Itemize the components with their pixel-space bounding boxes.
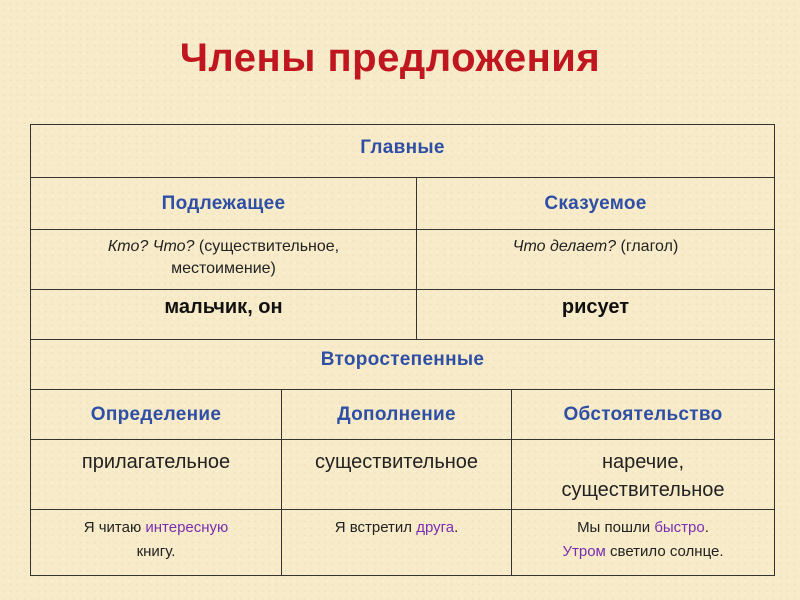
subject-question: Кто? Что? [107, 238, 195, 255]
adverbial-sentence-cell [511, 510, 774, 576]
attribute-header: Определение [90, 404, 222, 425]
object-part-of-speech: существительное [281, 440, 511, 510]
parts-of-speech-row [31, 439, 774, 510]
object-sentence-before: Я встретил [334, 519, 417, 536]
subject-part-of-speech: (существительное, [194, 238, 340, 255]
questions-row [31, 229, 774, 290]
adverbial-header: Обстоятельство [511, 390, 774, 440]
attribute-sentence-before: Я читаю [83, 519, 146, 536]
secondary-columns-row [31, 389, 774, 440]
sentence-members-table [30, 124, 775, 576]
predicate-part-of-speech: (глагол) [616, 238, 679, 255]
object-sentence-cell [281, 510, 511, 576]
attribute-highlight: интересную [145, 519, 229, 536]
main-members-header: Главные [360, 137, 445, 158]
adverbial-sentence2-after: светило солнце. [605, 543, 724, 560]
secondary-members-header-row [31, 339, 774, 390]
main-members-header-row [31, 125, 774, 177]
predicate-example: рисует [416, 290, 774, 340]
predicate-header: Сказуемое [416, 178, 774, 230]
attribute-sentence-after: книгу. [136, 543, 176, 560]
subject-question-cell [31, 230, 416, 290]
sentences-row [31, 509, 774, 576]
adverbial-part-of-speech-1: наречие, [601, 451, 685, 473]
adverbial-sentence1-before: Мы пошли [577, 519, 655, 536]
object-highlight: друга [416, 519, 455, 536]
attribute-part-of-speech: прилагательное [81, 451, 231, 473]
subject-example: мальчик, он [164, 296, 283, 318]
predicate-question-cell [416, 230, 774, 290]
page-title: Члены предложения [179, 36, 601, 80]
subject-header: Подлежащее [161, 193, 286, 214]
adverbial-part-of-speech-2: существительное [561, 479, 725, 501]
object-sentence-after: . [454, 519, 459, 536]
adverbial-highlight-1: быстро [654, 519, 705, 536]
examples-row [31, 289, 774, 340]
subject-part-of-speech-2: местоимение) [171, 260, 276, 277]
adverbial-highlight-2: Утром [562, 543, 606, 560]
predicate-question: Что делает? [512, 238, 617, 255]
adverbial-part-of-speech-cell [511, 440, 774, 510]
main-columns-row [31, 177, 774, 230]
adverbial-sentence1-after: . [704, 519, 709, 536]
secondary-members-header: Второстепенные [320, 349, 485, 370]
attribute-sentence-cell [31, 510, 281, 576]
object-header: Дополнение [281, 390, 511, 440]
